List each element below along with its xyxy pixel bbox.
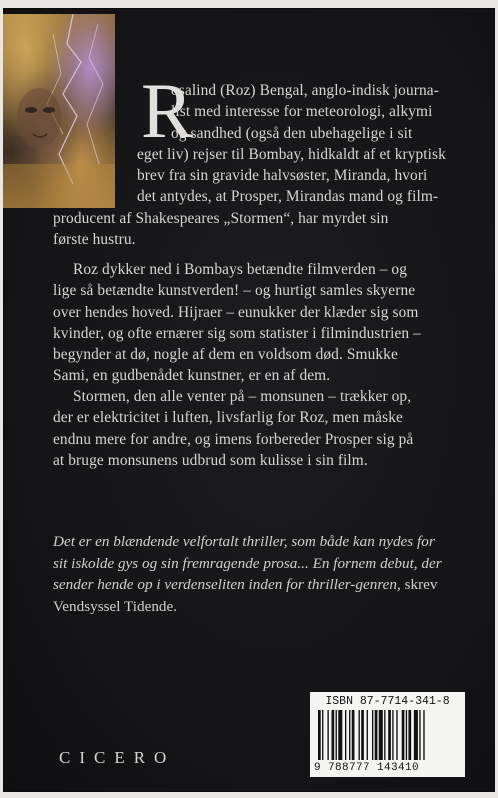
quote-text: sender hende op i verdenseliten inden for thriller-genren,	[53, 576, 401, 593]
barcode-bar	[367, 710, 368, 760]
barcode-bar	[332, 710, 335, 760]
text-line: begynder at dø, nogle af dem en voldsom død. Smukke	[53, 346, 398, 364]
text-line: det antydes, at Prosper, Mirandas mand og film-	[137, 188, 439, 206]
barcode-bar	[359, 710, 360, 760]
text-line: producent af Shakespeares „Stormen“, har myrdet sin	[53, 210, 389, 227]
quote-attribution-verb: skrev	[404, 576, 438, 593]
text-line: endnu mere for andre, og imens forbereder Prosper sig på	[53, 430, 414, 448]
text-line: at bruge monsunens udbrud som kulisse i sin film.	[53, 451, 368, 469]
barcode-bar	[402, 710, 405, 760]
text-line: kvinder, og ofte ernærer sig som statister i filmindustrien –	[53, 324, 421, 342]
barcode-bar	[419, 710, 420, 760]
synopsis-paragraph-1-cont	[53, 208, 473, 251]
barcode-bar	[322, 710, 323, 760]
text-line: list med interesse for meteorologi, alkymi	[171, 103, 433, 121]
barcode-bar	[318, 710, 321, 760]
synopsis-paragraph-1	[137, 80, 473, 208]
barcode-bar	[379, 710, 383, 760]
text-line: Roz dykker ned i Bombays betændte filmverden – og	[73, 261, 408, 278]
text-line: Sami, en gudbenådet kunstner, er en af dem.	[53, 367, 331, 385]
barcode-bar	[327, 710, 328, 760]
barcode-bar	[423, 710, 424, 760]
quote-line	[53, 553, 483, 575]
barcode-bar	[392, 710, 393, 760]
text-line: første hustru.	[53, 231, 136, 249]
quote-line	[53, 574, 483, 596]
barcode-bar	[396, 710, 397, 760]
cover-artwork-image	[3, 14, 115, 208]
synopsis-paragraph-2	[53, 259, 483, 387]
review-quote	[53, 531, 483, 617]
isbn-barcode	[310, 692, 465, 777]
synopsis-paragraph-3	[53, 386, 483, 471]
barcode-bar	[375, 710, 378, 760]
quote-line	[53, 531, 483, 553]
barcode-bar	[345, 710, 346, 760]
ean-number: 9 788777 143410	[314, 762, 420, 774]
text-line: og sandhed (også den ubehagelige i sit	[171, 124, 413, 142]
barcode-bar	[349, 710, 350, 760]
text-line: osalind (Roz) Bengal, anglo-indisk journa-	[171, 82, 439, 99]
barcode-bar	[338, 710, 342, 760]
barcode-bars	[316, 710, 459, 760]
quote-text: sit iskolde gys og sin fremragende prosa... En fornem debut, der	[53, 554, 442, 572]
barcode-bar	[336, 710, 337, 760]
text-line: der er elektricitet i luften, livsfarlig for Roz, men måske	[53, 409, 403, 427]
text-line: Stormen, den alle venter på – monsunen – trækker op,	[73, 388, 412, 405]
lightning-artwork	[3, 14, 115, 208]
quote-source: Vendsyssel Tidende.	[53, 597, 178, 615]
barcode-bar	[384, 710, 385, 760]
isbn-number: ISBN 87-7714-341-8	[325, 695, 450, 708]
barcode-bar	[408, 710, 411, 760]
barcode-bar	[372, 710, 373, 760]
barcode-bar	[352, 710, 355, 760]
text-line: over hendes hoved. Hijraer – eunukker der klæder sig som	[53, 303, 419, 321]
back-cover	[3, 8, 495, 792]
quote-text: Det er en blændende velfortalt thriller, som både kan nydes for	[53, 533, 435, 550]
publisher-name: CICERO	[59, 748, 176, 767]
drop-cap-letter: R	[141, 67, 194, 154]
text-line: eget liv) rejser til Bombay, hidkaldt af et kryptisk	[137, 145, 446, 163]
text-line: brev fra sin gravide halvsøster, Miranda, hvori	[137, 167, 428, 185]
text-line: lige så betændte kunstverden! – og hurtigt samles skyerne	[53, 282, 416, 300]
barcode-bar	[414, 710, 418, 760]
barcode-bar	[388, 710, 391, 760]
barcode-bar	[361, 710, 364, 760]
barcode-bar	[406, 710, 407, 760]
